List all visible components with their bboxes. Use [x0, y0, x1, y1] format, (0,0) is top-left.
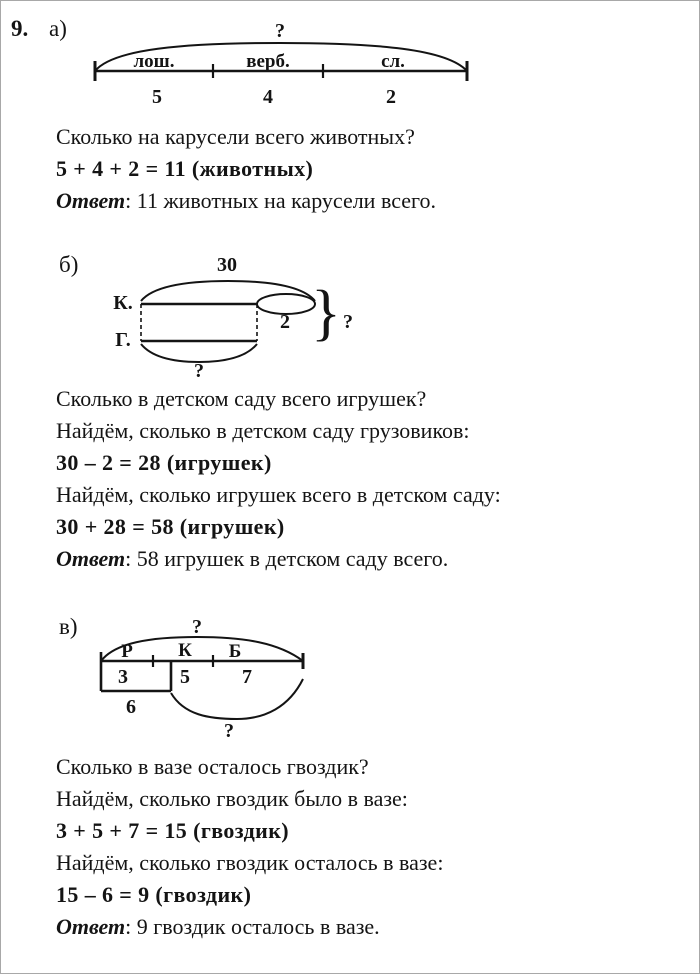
solution-text-b: [56, 383, 501, 575]
diagram-v-total-question: ?: [192, 616, 202, 638]
equation-line: 5 + 4 + 2 = 11 (животных): [56, 156, 314, 181]
answer-line: [56, 185, 436, 217]
answer-line: [56, 911, 443, 943]
diagram-v-segment3-value: 7: [242, 666, 252, 688]
step2-intro-line: Найдём, сколько игрушек всего в детском саду:: [56, 482, 501, 507]
equation-line: 30 + 28 = 58 (игрушек): [56, 514, 285, 539]
question-line: Сколько в вазе осталось гвоздик?: [56, 754, 369, 779]
answer-text: : 9 гвоздик осталось в вазе.: [125, 914, 380, 939]
diagram-v-remainder-question: ?: [224, 720, 234, 742]
diagram-b-row2-question: ?: [194, 360, 204, 382]
solution-text-v: [56, 751, 443, 943]
answer-line: [56, 543, 501, 575]
diagram-v: [89, 617, 333, 743]
answer-label: Ответ: [56, 914, 126, 939]
diagram-a-segment2-name: верб.: [246, 51, 290, 72]
diagram-b-total-arc: [141, 281, 315, 301]
step1-intro-line: Найдём, сколько в детском саду грузовиков:: [56, 418, 470, 443]
diagram-b: [96, 249, 376, 381]
answer-label: Ответ: [56, 188, 126, 213]
answer-text: : 11 животных на карусели всего.: [125, 188, 436, 213]
part-a-label: а): [49, 16, 67, 41]
diagram-v-segment2-value: 5: [180, 666, 190, 688]
diagram-b-sum-brace: }: [311, 279, 341, 347]
step2-intro-line: Найдём, сколько гвоздик осталось в вазе:: [56, 850, 444, 875]
diagram-b-row1-label: К.: [113, 292, 133, 314]
diagram-a-segment1-name: лош.: [133, 51, 175, 72]
question-line: Сколько в детском саду всего игрушек?: [56, 386, 427, 411]
diagram-v-segment2-name: К: [178, 640, 192, 661]
question-line: Сколько на карусели всего животных?: [56, 124, 415, 149]
diagram-b-total-value: 30: [217, 254, 237, 276]
diagram-a: [83, 17, 483, 119]
step1-intro-line: Найдём, сколько гвоздик было в вазе:: [56, 786, 408, 811]
solution-text-a: [56, 121, 436, 217]
diagram-v-segment1-name: Р: [121, 641, 133, 662]
diagram-a-segment1-value: 5: [152, 86, 162, 108]
part-b-label: б): [59, 252, 79, 277]
diagram-v-removed-value: 6: [126, 696, 136, 718]
diagram-b-row2-label: Г.: [115, 329, 131, 351]
diagram-b-sum-question: ?: [343, 311, 353, 333]
diagram-a-segment2-value: 4: [263, 86, 273, 108]
equation-line: 30 – 2 = 28 (игрушек): [56, 450, 272, 475]
answer-text: : 58 игрушек в детском саду всего.: [125, 546, 449, 571]
diagram-v-segment1-value: 3: [118, 666, 128, 688]
diagram-v-remainder-arc: [171, 679, 303, 719]
answer-label: Ответ: [56, 546, 126, 571]
diagram-v-segment3-name: Б: [228, 641, 242, 662]
diagram-a-total-question: ?: [275, 20, 285, 42]
equation-line: 15 – 6 = 9 (гвоздик): [56, 882, 252, 907]
diagram-b-difference-value: 2: [280, 311, 290, 333]
diagram-a-segment3-value: 2: [386, 86, 396, 108]
diagram-a-segment3-name: сл.: [381, 51, 405, 72]
equation-line: 3 + 5 + 7 = 15 (гвоздик): [56, 818, 290, 843]
part-v-label: в): [59, 614, 78, 639]
problem-number: 9.: [11, 16, 29, 41]
